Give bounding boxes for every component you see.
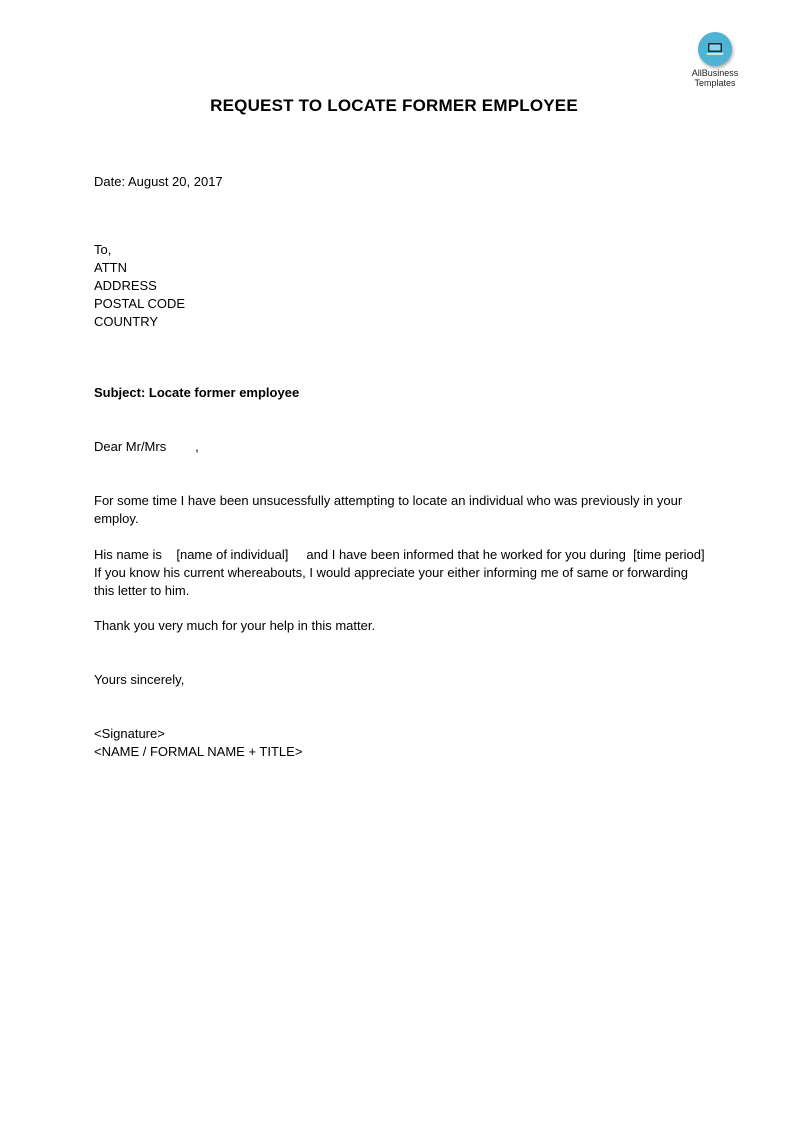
laptop-icon <box>698 32 732 66</box>
subject-line: Subject: Locate former employee <box>94 385 300 400</box>
recipient-country: COUNTRY <box>94 314 159 329</box>
recipient-block <box>94 241 706 331</box>
paragraph-intro: For some time I have been unsucessfully attempting to locate an individual who was previously in your employ. <box>94 493 683 526</box>
signature-placeholder: <Signature> <box>94 726 165 741</box>
paragraph-thanks: Thank you very much for your help in this matter. <box>94 618 376 633</box>
logo-text <box>683 68 747 88</box>
logo-line-2: Templates <box>694 78 736 88</box>
salutation: Dear Mr/Mrs , <box>94 439 199 454</box>
recipient-postal-code: POSTAL CODE <box>94 296 186 311</box>
allbusiness-templates-logo <box>683 32 747 88</box>
logo-line-1: AllBusiness <box>691 68 739 78</box>
recipient-address: ADDRESS <box>94 278 157 293</box>
paragraph-details: His name is [name of individual] and I have been informed that he worked for you during [time period] If you know his current whereabouts, I would appreciate your either informing me of same or forwarding this letter to him. <box>94 547 712 598</box>
document-title: REQUEST TO LOCATE FORMER EMPLOYEE <box>210 96 578 115</box>
signature-block <box>94 725 706 761</box>
date-line: Date: August 20, 2017 <box>94 174 223 189</box>
name-title-placeholder: <NAME / FORMAL NAME + TITLE> <box>94 744 303 759</box>
recipient-to: To, <box>94 242 112 257</box>
recipient-attn: ATTN <box>94 260 127 275</box>
closing: Yours sincerely, <box>94 672 185 687</box>
